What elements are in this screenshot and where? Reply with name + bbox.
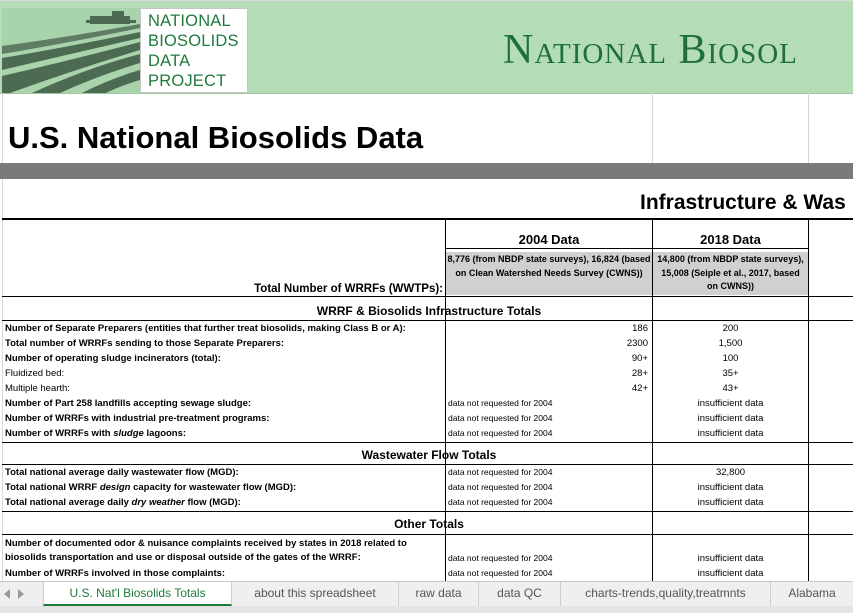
logo-line: DATA [148,52,191,70]
sheet-tab-bar [0,581,853,607]
table-cell-2018: 35+ [722,368,739,379]
group-header-other: Other Totals [394,517,464,531]
grid-line [0,0,853,1]
grid-line [652,93,653,163]
table-row-label: Total number of WRRFs sending to those Separate Preparers: [5,338,285,349]
tab-about[interactable]: about this spreadsheet [232,582,399,606]
page-title: U.S. National Biosolids Data [8,120,424,155]
table-row-label: Number of WRRFs involved in those complaints: [5,568,226,579]
tab-alabama[interactable]: Alabama [788,586,836,600]
scroll-tabs-right-icon[interactable] [18,589,24,599]
table-cell-2004: data not requested for 2004 [448,497,553,507]
table-cell-2018: insufficient data [697,497,764,508]
table-row-label: Number of operating sludge incinerators (total): [5,353,221,364]
scroll-tabs-left-icon[interactable] [4,589,10,599]
label-text: capacity for wastewater flow (MGD): [130,482,297,493]
label-emphasis: dry weather [131,497,185,508]
table-cell-2004: data not requested for 2004 [448,428,553,438]
table-row-label: Number of WRRFs with industrial pre-treatment programs: [5,413,270,424]
table-cell-2004: 28+ [631,368,648,379]
banner-title: National Biosol [503,27,798,73]
label-text: lagoons: [143,428,187,439]
status-strip [0,606,853,613]
table-cell-2004: data not requested for 2004 [448,568,553,578]
table-cell-2004: data not requested for 2004 [448,482,553,492]
table-cell-2018: insufficient data [697,568,764,579]
logo-line: NATIONAL [148,12,231,30]
table-cell-2004: data not requested for 2004 [448,398,553,408]
table-cell-2018: insufficient data [697,553,764,564]
column-header-2018: 2018 Data [700,232,761,247]
tab-raw-data[interactable]: raw data [399,582,479,606]
table-cell-2018: 200 [722,323,739,334]
table-row-label [5,495,241,510]
table-row-label: Fluidized bed: [5,368,65,379]
tab-us-totals[interactable]: U.S. Nat'l Biosolids Totals [43,582,232,606]
farm-field-logo-icon [2,8,140,93]
table-cell-2004: data not requested for 2004 [448,467,553,477]
table-cell-2004: 90+ [631,353,648,364]
tab-data-qc[interactable]: data QC [479,582,561,606]
total-wrrf-label: Total Number of WRRFs (WWTPs): [254,283,443,295]
title-divider-bar [0,163,853,179]
table-row-label [5,426,186,441]
label-emphasis: design [99,482,131,493]
table-row-label [5,480,296,495]
table-cell-2004: 186 [632,323,648,334]
table-cell-2018: insufficient data [697,482,764,493]
section-title: Infrastructure & Was [640,191,846,214]
table-cell-2018: 100 [722,353,739,364]
table-cell-2004: data not requested for 2004 [448,413,553,423]
table-row-label: Number of documented odor & nuisance complaints received by states in 2018 related to [5,538,407,549]
logo-wordmark [148,11,239,91]
table-top-border [2,218,853,220]
table-cell-2004: 2300 [626,338,648,349]
table-cell-2018: 32,800 [715,467,746,478]
logo-line: BIOSOLIDS [148,32,239,50]
table-cell-2004: data not requested for 2004 [448,553,553,563]
year-header-divider [445,248,808,249]
table-row-label: biosolids transportation and use or disposal outside of the gates of the WRRF: [5,552,361,563]
tab-charts[interactable]: charts-trends,quality,treatmnts [561,582,771,606]
table-cell-2018: insufficient data [697,428,764,439]
grid-line [808,93,809,163]
table-row-label: Total national average daily wastewater flow (MGD): [5,467,239,478]
table-cell-2018: 1,500 [718,338,743,349]
group-border [2,511,853,512]
column-header-2004: 2004 Data [518,232,580,247]
table-row-label: Multiple hearth: [5,383,70,394]
label-emphasis: sludge [113,428,144,439]
label-text: flow (MGD): [184,497,241,508]
total-wrrf-2018: 14,800 (from NBDP state surveys), 15,008 (Seiple et al., 2017, based on CWNS)) [653,252,808,295]
total-wrrf-2004: 8,776 (from NBDP state surveys), 16,824 (based on Clean Watershed Needs Survey (CWNS)) [446,252,652,295]
label-text: Total national average daily [5,497,132,508]
table-row-label: Number of Part 258 landfills accepting sewage sludge: [5,398,252,409]
label-text: Total national WRRF [5,482,100,493]
group-border [2,534,853,535]
label-text: Number of WRRFs with [5,428,114,439]
logo-line: PROJECT [148,72,227,90]
table-cell-2018: insufficient data [697,413,764,424]
table-cell-2018: insufficient data [697,398,764,409]
group-header-flow: Wastewater Flow Totals [361,448,497,462]
group-header-infrastructure: WRRF & Biosolids Infrastructure Totals [316,304,542,318]
table-cell-2004: 42+ [631,383,648,394]
table-row-label: Number of Separate Preparers (entities that further treat biosolids, making Class B or A): [5,323,406,334]
group-border [2,442,853,443]
table-cell-2018: 43+ [722,383,739,394]
